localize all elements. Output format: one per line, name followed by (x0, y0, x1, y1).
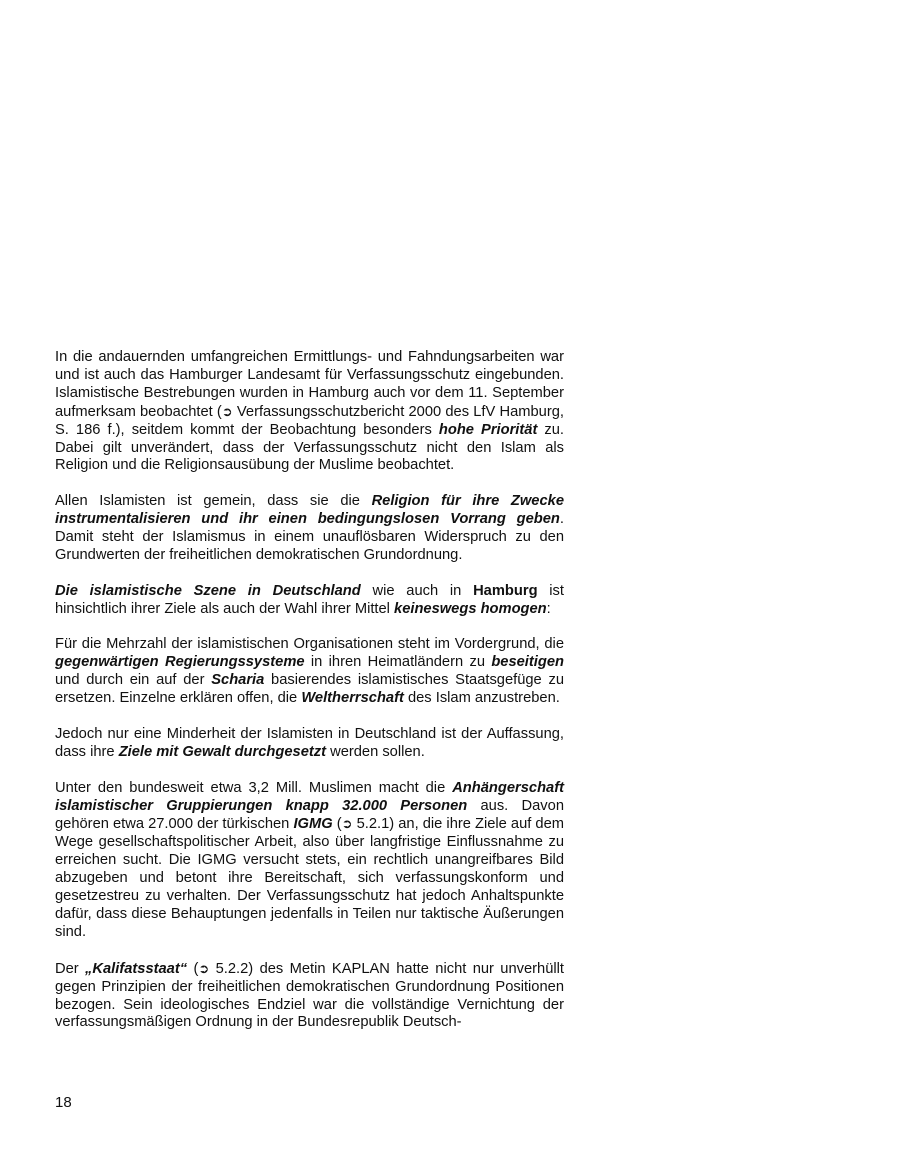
bold-text: Hamburg (473, 582, 538, 599)
paragraph-3 (55, 583, 564, 619)
emphasis-text: Ziele mit Gewalt durchgesetzt (118, 743, 326, 760)
reference-arrow-icon: ➲ (198, 960, 210, 976)
text-run: Verfassungsschutzbericht 2000 des LfV Hamburg, S. 186 f.), seitdem kommt der Beobachtung besonders (55, 403, 564, 438)
text-run: Allen Islamisten ist gemein, dass sie die (55, 493, 372, 510)
text-run: 5.2.2) des Metin KAPLAN hatte nicht nur unverhüllt gegen Prinzipien der freiheitlichen demokratischen Grundordnung Positionen bezogen. Sein ideologisches Endziel war die vollständige Vernichtung der verfassungsmäßigen Ordnung in der Bundesrepublik Deutsch- (55, 960, 564, 1031)
text-run: . Damit steht der Islamismus in einem unauflösbaren Widerspruch zu den Grundwerten der freiheitlichen demokratischen Grundordnung. (55, 511, 564, 563)
text-run: zu. Dabei gilt unverändert, dass der Verfassungsschutz nicht den Islam als Religion und die Religionsausübung der Muslime beobachtet. (55, 421, 564, 474)
text-run: ( (332, 816, 342, 833)
emphasis-text: Die islamistische Szene in Deutschland (55, 582, 361, 599)
emphasis-text: keineswegs homogen (394, 600, 547, 617)
emphasis-text: beseitigen (491, 654, 564, 671)
reference-arrow-icon: ➲ (221, 403, 233, 419)
body-text (55, 349, 564, 1050)
text-run: 5.2.1) an, die ihre Ziele auf dem Wege gesellschaftspolitischer Arbeit, also über langfristige Einflussnahme zu erreichen sucht. Die IGMG versucht stets, ein rechtlich unangreifbares Bild abzugeben und betont ihre Bereitschaft, sich verfassungskonform und gesetzestreu zu verhalten. Der Verfassungsschutz hat jedoch Anhaltspunkte dafür, dass diese Behauptungen jedenfalls in Teilen nur taktische Äußerungen sind. (55, 816, 564, 940)
text-run: : (546, 600, 551, 617)
text-run: aus. Davon gehören etwa 27.000 der türkischen (55, 797, 564, 833)
text-run: ( (187, 960, 199, 977)
emphasis-text: hohe Priorität (438, 421, 538, 438)
emphasis-text: Scharia (211, 672, 265, 689)
paragraph-4 (55, 636, 564, 708)
emphasis-text: „Kalifatsstaat“ (85, 960, 188, 977)
page-number: 18 (55, 1094, 72, 1111)
paragraph-6 (55, 780, 564, 942)
paragraph-1 (55, 349, 564, 475)
paragraph-5 (55, 726, 564, 762)
text-run: in ihren Heimatländern zu (304, 654, 492, 671)
text-run: Jedoch nur eine Minderheit der Islamisten in Deutschland ist der Auffassung, dass ihre (55, 725, 564, 760)
emphasis-text: Anhängerschaft islamistischer Gruppierungen knapp 32.000 Personen (55, 779, 564, 814)
text-run: Für die Mehrzahl der islamistischen Organisationen steht im Vordergrund, die (55, 636, 564, 653)
reference-arrow-icon: ➲ (341, 816, 353, 832)
text-run: Der (55, 960, 86, 977)
paragraph-7 (55, 960, 564, 1033)
text-run: und durch ein auf der (55, 672, 212, 689)
paragraph-2 (55, 493, 564, 565)
text-run: ist hinsichtlich ihrer Ziele als auch der Wahl ihrer Mittel (55, 582, 564, 617)
emphasis-text: IGMG (293, 816, 333, 833)
text-run: basierendes islamistisches Staatsgefüge zu ersetzen. Einzelne erklären offen, die (55, 672, 564, 707)
emphasis-text: gegenwärtigen Regierungssysteme (55, 654, 305, 671)
text-run: Unter den bundesweit etwa 3,2 Mill. Muslimen macht die (55, 779, 453, 796)
text-run: werden sollen. (326, 743, 425, 760)
emphasis-text: Weltherrschaft (301, 690, 404, 707)
text-run: wie auch in (360, 582, 474, 599)
text-run: In die andauernden umfangreichen Ermittlungs- und Fahndungsarbeiten war und ist auch das Hamburger Landesamt für Verfassungsschutz eingebunden. Islamistische Bestrebungen wurden in Hamburg auch vor dem 11. September aufmerksam beobachtet ( (55, 349, 564, 420)
text-run: des Islam anzustreben. (403, 690, 560, 707)
emphasis-text: Religion für ihre Zwecke instrumentalisieren und ihr einen bedingungslosen Vorrang geben (55, 493, 564, 528)
